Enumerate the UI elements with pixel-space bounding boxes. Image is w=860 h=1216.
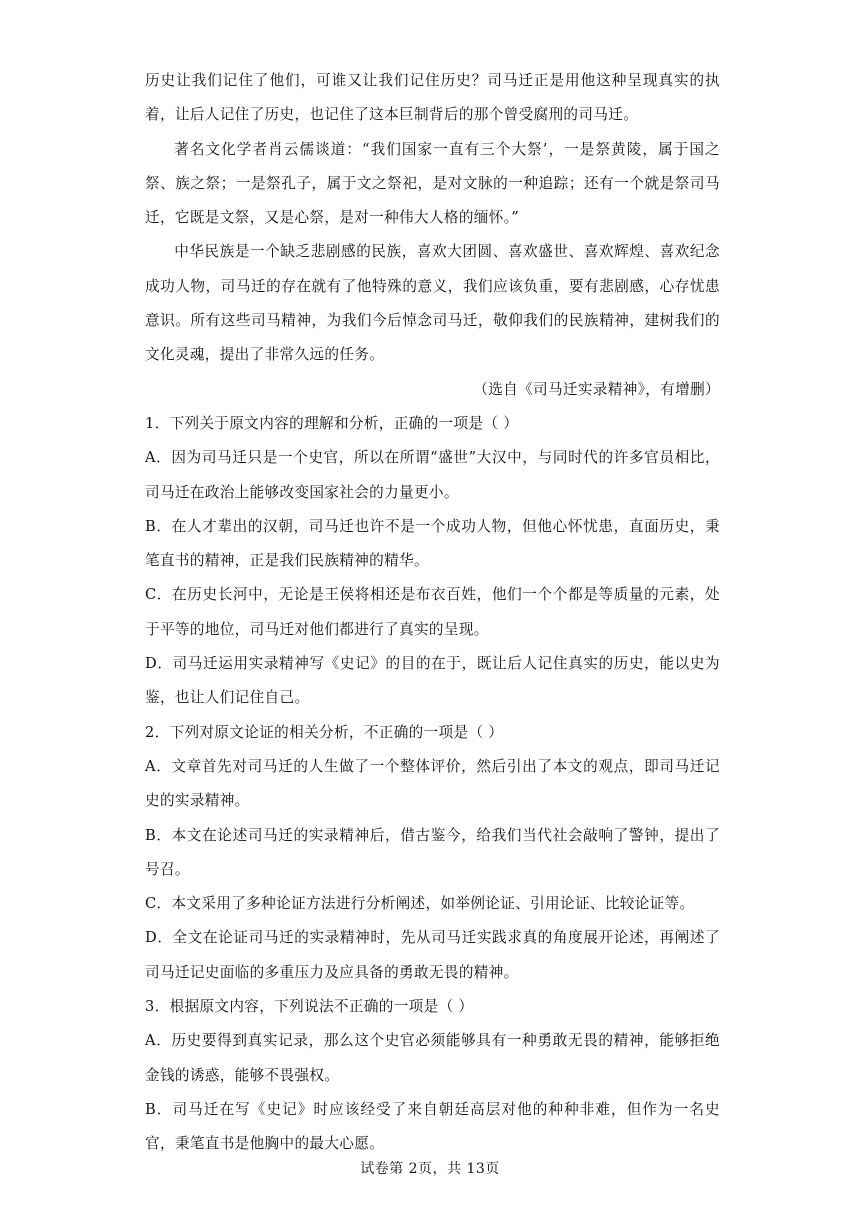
question-2-option-c: C．本文采用了多种论证方法进行分析阐述，如举例论证、引用论证、比较论证等。 — [145, 895, 695, 913]
passage-source: （选自《司马迁实录精神》，有增删） — [473, 380, 720, 398]
question-2-option-b: B．本文在论述司马迁的实录精神后，借古鉴今，给我们当代社会敲响了警钟，提出了号召。 — [145, 826, 720, 878]
question-3-option-b: B．司马迁在写《史记》时应该经受了来自朝廷高层对他的种种非难，但作为一名史官，秉笔直书是他胸中的最大心愿。 — [145, 1100, 720, 1153]
passage-paragraph-2: 著名文化学者肖云儒谈道：“我们国家一直有三个大祭’，一是祭黄陵，属于国之祭、族之祭；一是祭孔子，属于文之祭祀，是对文脉的一种追踪；还有一个就是祭司马迁，它既是文祭，又是心祭，是对一种伟大人格的缅怀。” — [145, 140, 720, 227]
question-1-option-a: A．因为司马迁只是一个史官，所以在所谓“盛世”大汉中，与同时代的许多官员相比，司马迁在政治上能够改变国家社会的力量更小。 — [145, 449, 720, 501]
question-2-option-a: A．文章首先对司马迁的人生做了一个整体评价，然后引出了本文的观点，即司马迁记史的实录精神。 — [145, 757, 720, 810]
page-footer: 试卷第 2页，共 13页 — [360, 1161, 500, 1177]
question-1-option-c: C．在历史长河中，无论是王侯将相还是布衣百姓，他们一个个都是等质量的元素，处于平等的地位，司马迁对他们都进行了真实的呈现。 — [145, 586, 720, 638]
passage-paragraph-3: 中华民族是一个缺乏悲剧感的民族，喜欢大团圆、喜欢盛世、喜欢辉煌、喜欢纪念成功人物，司马迁的存在就有了他特殊的意义，我们应该负重，要有悲剧感，心存忧患意识。所有这些司马精神，为我们今后悼念司马迁，敬仰我们的民族精神，建树我们的文化灵魂，提出了非常久远的任务。 — [145, 243, 720, 364]
page-content — [145, 64, 720, 1162]
question-3-option-a: A．历史要得到真实记录，那么这个史官必须能够具有一种勇敢无畏的精神，能够拒绝金钱的诱惑，能够不畏强权。 — [145, 1032, 720, 1084]
question-1-stem: 1．下列关于原文内容的理解和分析，正确的一项是（ ） — [145, 414, 519, 432]
question-1-option-b: B．在人才辈出的汉朝，司马迁也许不是一个成功人物，但他心怀忧患，直面历史，秉笔直书的精神，正是我们民族精神的精华。 — [145, 517, 720, 570]
question-2-stem: 2．下列对原文论证的相关分析，不正确的一项是（ ） — [145, 723, 504, 741]
question-3-stem: 3．根据原文内容，下列说法不正确的一项是（ ） — [145, 998, 474, 1016]
question-1-option-d: D．司马迁运用实录精神写《史记》的目的在于，既让后人记住真实的历史，能以史为鉴，也让人们记住自己。 — [145, 655, 720, 707]
passage-paragraph-1: 历史让我们记住了他们，可谁又让我们记住历史？司马迁正是用他这种呈现真实的执着，让后人记住了历史，也记住了这本巨制背后的那个曾受腐刑的司马迁。 — [145, 72, 720, 124]
question-2-option-d: D．全文在论证司马迁的实录精神时，先从司马迁实践求真的角度展开论述，再阐述了司马迁记史面临的多重压力及应具备的勇敢无畏的精神。 — [145, 929, 720, 981]
